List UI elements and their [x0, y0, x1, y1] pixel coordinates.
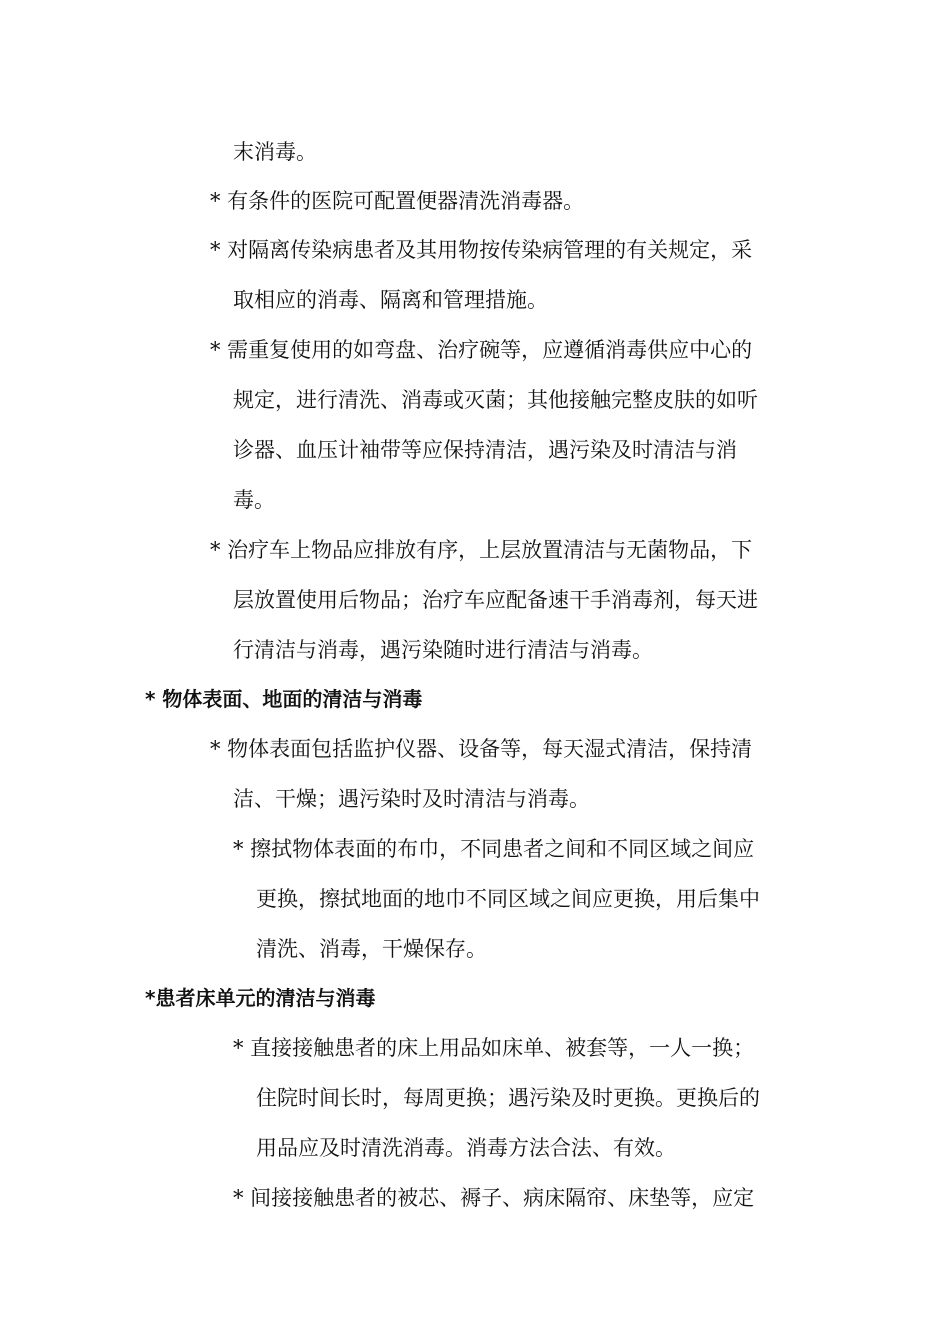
section-heading: * 物体表面、地面的清洁与消毒	[145, 687, 423, 711]
bullet-item: * 对隔离传染病患者及其用物按传染病管理的有关规定，采	[210, 238, 753, 262]
section-heading: *患者床单元的清洁与消毒	[145, 986, 376, 1010]
bullet-item: * 治疗车上物品应排放有序，上层放置清洁与无菌物品，下	[210, 538, 753, 562]
bullet-item: * 有条件的医院可配置便器清洗消毒器。	[210, 189, 585, 213]
text-line: 行清洁与消毒，遇污染随时进行清洁与消毒。	[233, 638, 653, 662]
bullet-item: * 物体表面包括监护仪器、设备等，每天湿式清洁，保持清	[210, 737, 753, 761]
bullet-item: * 擦拭物体表面的布巾，不同患者之间和不同区域之间应	[233, 837, 755, 861]
text-line: 诊器、血压计袖带等应保持清洁，遇污染及时清洁与消	[233, 438, 737, 462]
bullet-item: * 直接接触患者的床上用品如床单、被套等，一人一换；	[233, 1036, 755, 1060]
bullet-item: * 间接接触患者的被芯、褥子、病床隔帘、床垫等，应定	[233, 1186, 755, 1210]
text-line: 用品应及时清洗消毒。消毒方法合法、有效。	[256, 1136, 676, 1160]
text-line: 住院时间长时，每周更换；遇污染及时更换。更换后的	[256, 1086, 760, 1110]
text-line: 取相应的消毒、隔离和管理措施。	[233, 288, 548, 312]
text-line: 洁、干燥；遇污染时及时清洁与消毒。	[233, 787, 590, 811]
text-line: 层放置使用后物品；治疗车应配备速干手消毒剂，每天进	[233, 588, 758, 612]
bullet-item: * 需重复使用的如弯盘、治疗碗等，应遵循消毒供应中心的	[210, 338, 753, 362]
text-line: 更换，擦拭地面的地巾不同区域之间应更换，用后集中	[256, 887, 760, 911]
text-line: 清洗、消毒，干燥保存。	[256, 937, 487, 961]
text-line: 末消毒。	[233, 140, 317, 164]
text-line: 毒。	[233, 488, 275, 512]
text-line: 规定，进行清洗、消毒或灭菌；其他接触完整皮肤的如听	[233, 388, 758, 412]
